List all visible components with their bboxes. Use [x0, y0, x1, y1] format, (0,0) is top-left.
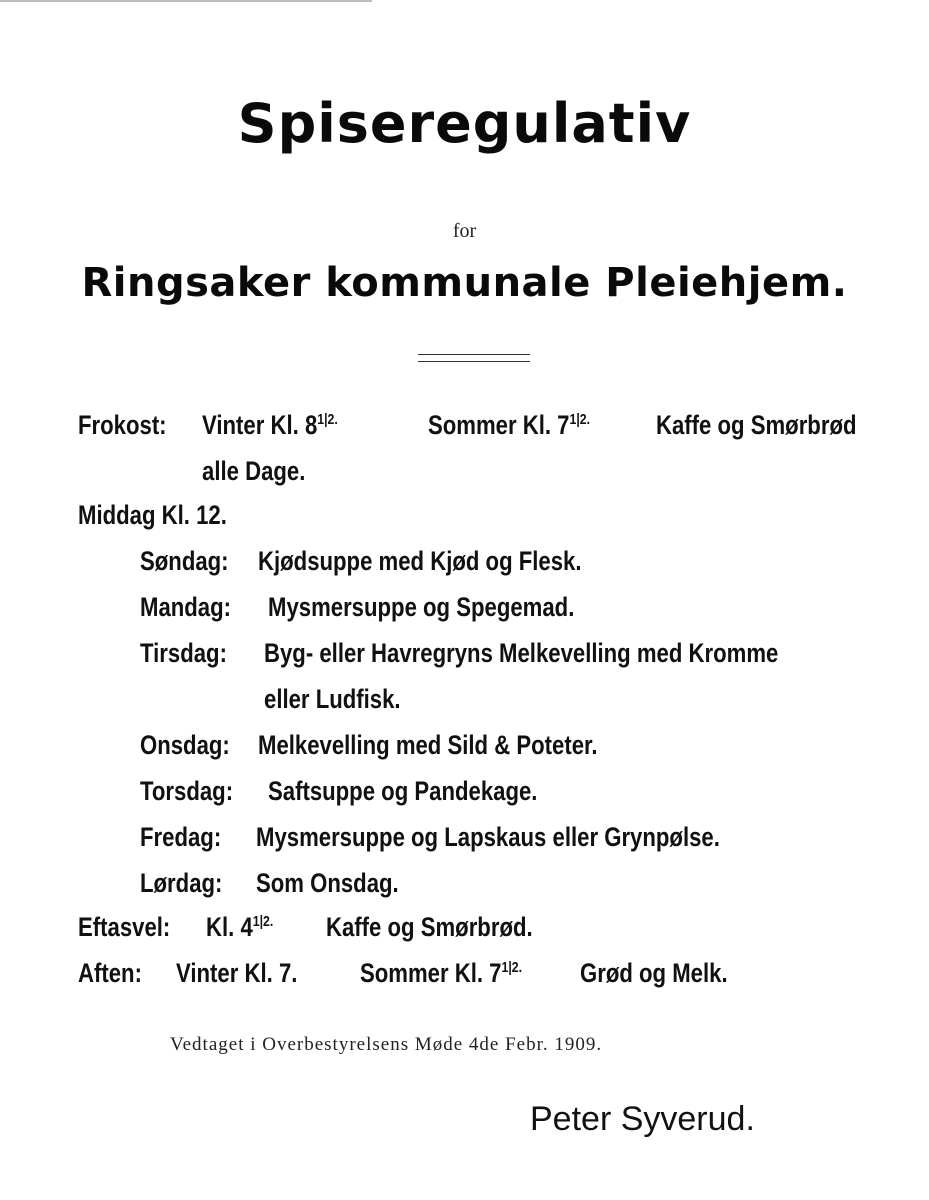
day-dish — [256, 822, 720, 853]
for-word: for — [452, 220, 477, 242]
institution-name: Ringsaker kommunale Pleiehjem. — [81, 260, 848, 306]
eftasvel-time — [206, 912, 273, 943]
signature: Peter Syverud. — [530, 1100, 755, 1138]
aften-winter — [176, 958, 297, 989]
day-row — [140, 546, 229, 577]
dish-text: Som Onsdag. — [256, 868, 399, 898]
title-divider — [418, 354, 530, 362]
frokost-summer — [428, 410, 590, 441]
day-dish — [264, 638, 778, 669]
aften-label: Aften: — [78, 958, 142, 988]
middag-heading — [78, 500, 227, 531]
frokost-food-text: Kaffe og Smørbrød — [656, 410, 857, 440]
aften-food-text: Grød og Melk. — [580, 958, 728, 988]
day-label: Onsdag: — [140, 730, 230, 760]
day-label: Lørdag: — [140, 868, 223, 898]
frokost-food — [656, 410, 857, 441]
day-dish — [268, 776, 537, 807]
frokost-label: Frokost: — [78, 410, 167, 440]
eftasvel-food — [326, 912, 533, 943]
day-row — [140, 868, 222, 899]
eftasvel-time-text: Kl. 4 — [206, 912, 253, 942]
day-label: Torsdag: — [140, 776, 234, 806]
aften-winter-time: Vinter Kl. 7. — [176, 958, 298, 988]
aften-food — [580, 958, 728, 989]
frokost-summer-fraction: 1|2. — [569, 411, 591, 428]
top-edge-rule — [0, 0, 372, 2]
day-dish — [256, 868, 399, 899]
frokost-winter — [202, 410, 338, 441]
dish-text: Mysmersuppe og Lapskaus eller Grynpølse. — [256, 822, 720, 852]
day-dish — [258, 730, 598, 761]
eftasvel-row — [78, 912, 170, 943]
frokost-continuation-text: alle Dage. — [202, 456, 306, 486]
frokost-continuation — [202, 456, 305, 487]
dish-text: Mysmersuppe og Spegemad. — [268, 592, 575, 622]
aften-summer-fraction: 1|2. — [501, 959, 523, 976]
dish-text: Byg- eller Havregryns Melkevelling med Kromme — [264, 638, 779, 668]
day-dish-continuation — [264, 684, 401, 715]
day-label: Mandag: — [140, 592, 232, 622]
day-label: Fredag: — [140, 822, 222, 852]
day-row — [140, 638, 227, 669]
day-row — [140, 730, 230, 761]
aften-row — [78, 958, 142, 989]
dish-text: Kjødsuppe med Kjød og Flesk. — [258, 546, 582, 576]
day-dish — [258, 546, 582, 577]
eftasvel-food-text: Kaffe og Smørbrød. — [326, 912, 533, 942]
middag-label: Middag Kl. 12. — [78, 500, 227, 530]
frokost-summer-time: Sommer Kl. 7 — [428, 410, 570, 440]
frokost-winter-fraction: 1|2. — [317, 411, 338, 428]
day-label: Tirsdag: — [140, 638, 227, 668]
dish-text: Melkevelling med Sild & Poteter. — [258, 730, 598, 760]
aften-summer-time: Sommer Kl. 7 — [360, 958, 502, 988]
frokost-row — [78, 410, 167, 441]
dish-continuation-text: eller Ludfisk. — [264, 684, 401, 714]
day-row — [140, 822, 221, 853]
dish-text: Saftsuppe og Pandekage. — [268, 776, 538, 806]
frokost-winter-time: Vinter Kl. 8 — [202, 410, 318, 440]
day-row — [140, 592, 231, 623]
page-title: Spiseregulativ — [237, 92, 692, 155]
day-label: Søndag: — [140, 546, 229, 576]
adoption-note: Vedtaget i Overbestyrelsens Møde 4de Febr. 1909. — [170, 1034, 603, 1055]
day-dish — [268, 592, 574, 623]
eftasvel-fraction: 1|2. — [252, 913, 274, 930]
aften-summer — [360, 958, 522, 989]
day-row — [140, 776, 233, 807]
eftasvel-label: Eftasvel: — [78, 912, 171, 942]
